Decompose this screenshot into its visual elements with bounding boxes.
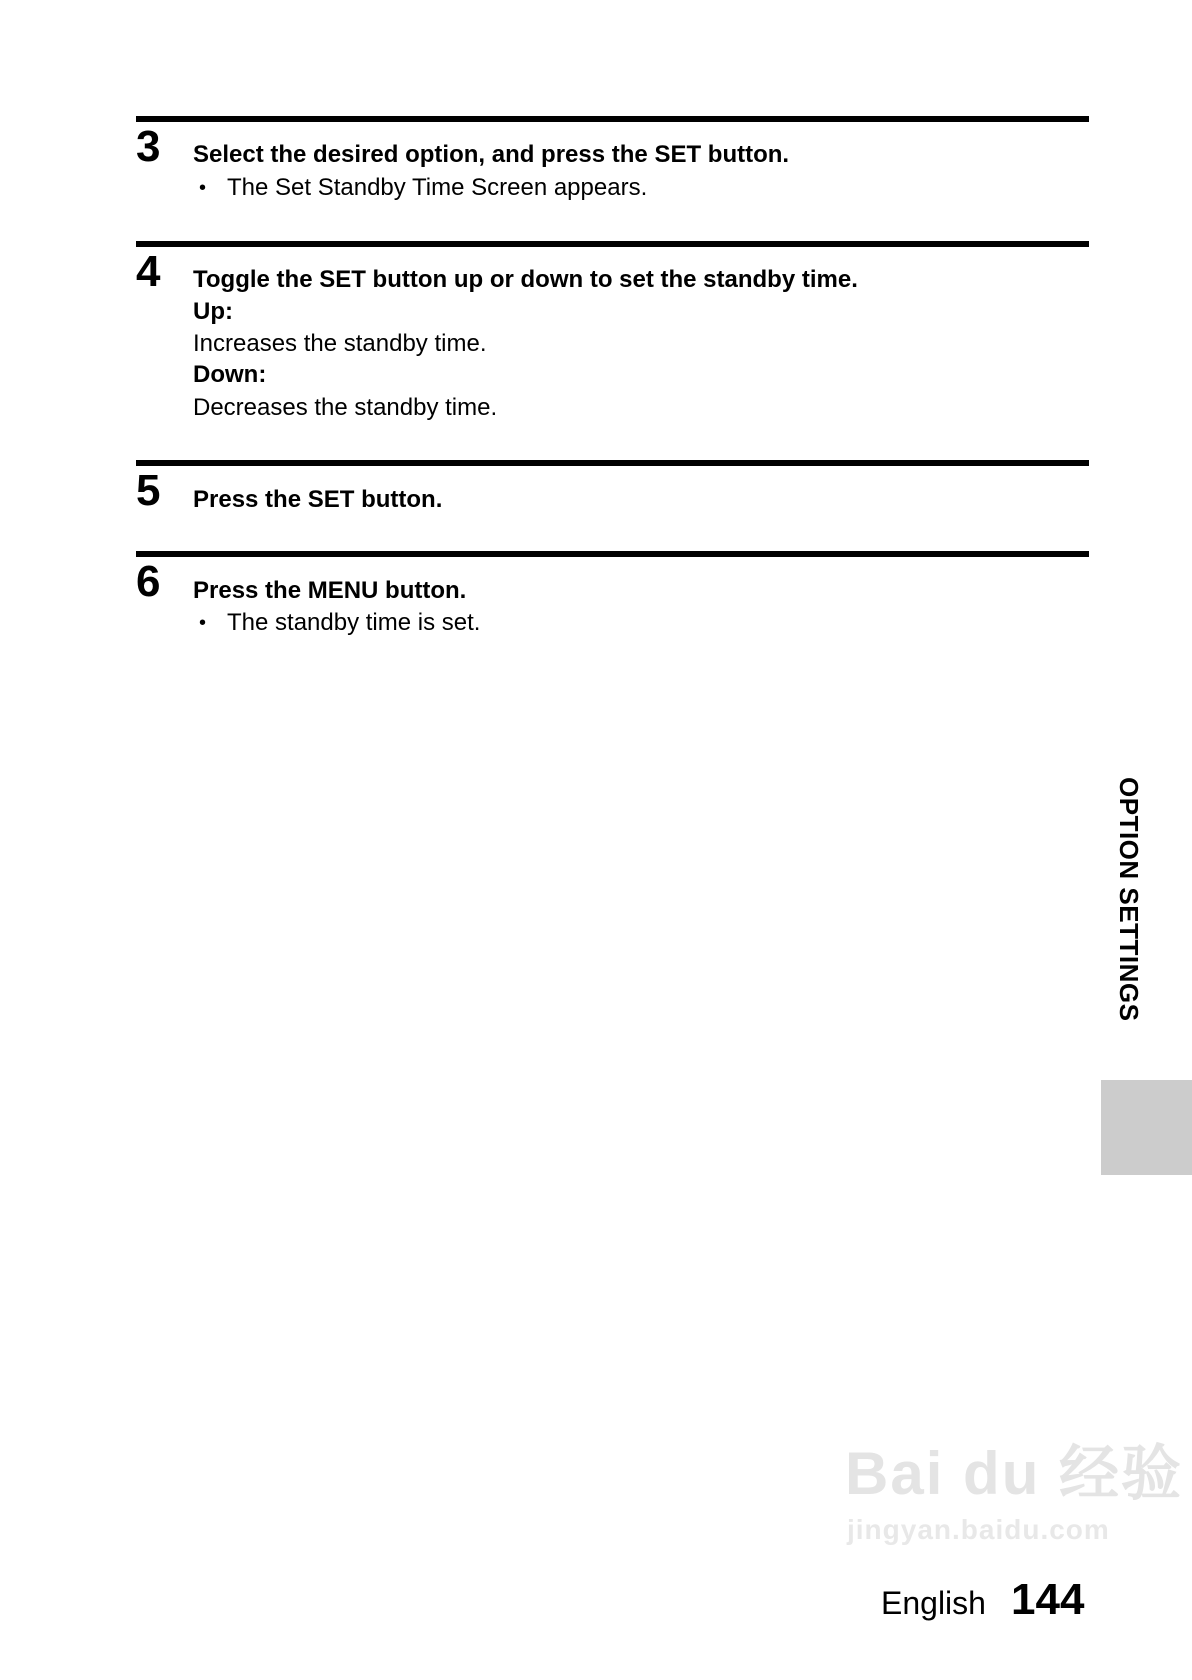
- step-divider: [136, 551, 1089, 557]
- step-heading: Toggle the SET button up or down to set the standby time.: [193, 266, 858, 293]
- step-number: 5: [136, 466, 161, 515]
- section-side-label-text: OPTION SETTINGS: [1114, 777, 1144, 1022]
- step-heading: Press the MENU button.: [193, 577, 467, 604]
- step-divider: [136, 460, 1089, 466]
- watermark-url: jingyan.baidu.com: [847, 1514, 1110, 1545]
- footer-language: English: [881, 1585, 986, 1621]
- watermark-logo: Bai du 经验: [845, 1440, 1184, 1507]
- step-divider: [136, 116, 1089, 122]
- option-text-up: Increases the standby time.: [193, 330, 487, 357]
- section-side-label: [1112, 777, 1146, 1067]
- section-tab-marker: [1101, 1080, 1192, 1175]
- step-number: 3: [136, 122, 161, 171]
- step-divider: [136, 241, 1089, 247]
- option-label-down: Down:: [193, 361, 267, 388]
- step-number: 4: [136, 247, 161, 296]
- option-label-up: Up:: [193, 298, 233, 325]
- step-number: 6: [136, 557, 161, 606]
- step-heading: Select the desired option, and press the SET button.: [193, 141, 790, 168]
- page-number: 144: [1011, 1575, 1085, 1624]
- step-bullet-text: The standby time is set.: [227, 609, 481, 636]
- option-text-down: Decreases the standby time.: [193, 394, 498, 421]
- bullet-icon: •: [199, 177, 207, 199]
- bullet-icon: •: [199, 612, 207, 634]
- step-heading: Press the SET button.: [193, 486, 443, 513]
- step-bullet-text: The Set Standby Time Screen appears.: [227, 174, 648, 201]
